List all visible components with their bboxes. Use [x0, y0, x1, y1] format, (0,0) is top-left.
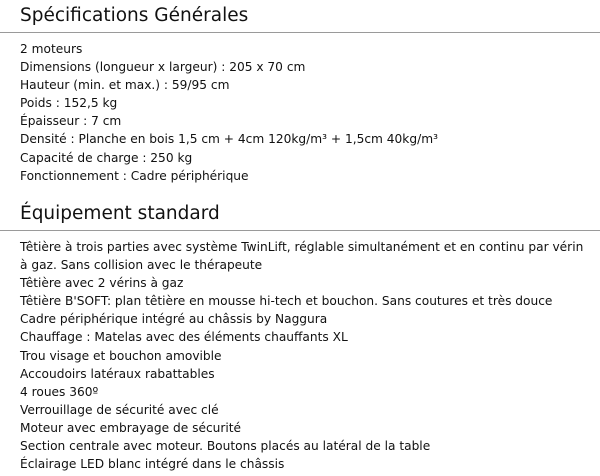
equipment-item: Section centrale avec moteur. Boutons placés au latéral de la table [20, 439, 431, 454]
standard-equipment-heading: Équipement standard [20, 203, 220, 224]
general-specifications-heading: Spécifications Générales [20, 5, 249, 26]
general-specifications-section [0, 0, 600, 185]
equipment-item: Moteur avec embrayage de sécurité [20, 420, 242, 435]
equipment-item: Éclairage LED blanc intégré dans le châssis [20, 457, 285, 472]
specification-item: Fonctionnement : Cadre périphérique [20, 168, 249, 183]
equipment-item: Têtière B'SOFT: plan têtière en mousse hi-tech et bouchon. Sans coutures et très douce [20, 294, 553, 309]
specification-item: Densité : Planche en bois 1,5 cm + 4cm 120kg/m³ + 1,5cm 40kg/m³ [20, 132, 438, 147]
equipment-item: Trou visage et bouchon amovible [20, 348, 222, 363]
equipment-item: Cadre périphérique intégré au châssis by Naggura [20, 312, 328, 327]
specification-item: Hauteur (min. et max.) : 59/95 cm [20, 78, 230, 93]
equipment-item: 4 roues 360º [20, 384, 99, 399]
specification-item: Capacité de charge : 250 kg [20, 150, 193, 165]
equipment-item: à gaz. Sans collision avec le thérapeute [20, 258, 263, 273]
specification-item: Poids : 152,5 kg [20, 96, 118, 111]
equipment-item: Têtière à trois parties avec système TwinLift, réglable simultanément et en continu par vérin [20, 240, 584, 254]
specification-item: Épaisseur : 7 cm [20, 114, 122, 129]
specification-item: Dimensions (longueur x largeur) : 205 x 70 cm [20, 60, 306, 75]
standard-equipment-section [0, 198, 600, 473]
equipment-item: Chauffage : Matelas avec des éléments chauffants XL [20, 330, 348, 345]
specification-item: 2 moteurs [20, 42, 83, 56]
general-specifications-list [0, 33, 600, 185]
equipment-item: Verrouillage de sécurité avec clé [20, 402, 219, 417]
equipment-item: Accoudoirs latéraux rabattables [20, 366, 215, 381]
standard-equipment-list [0, 231, 600, 473]
equipment-item: Têtière avec 2 vérins à gaz [20, 276, 184, 291]
